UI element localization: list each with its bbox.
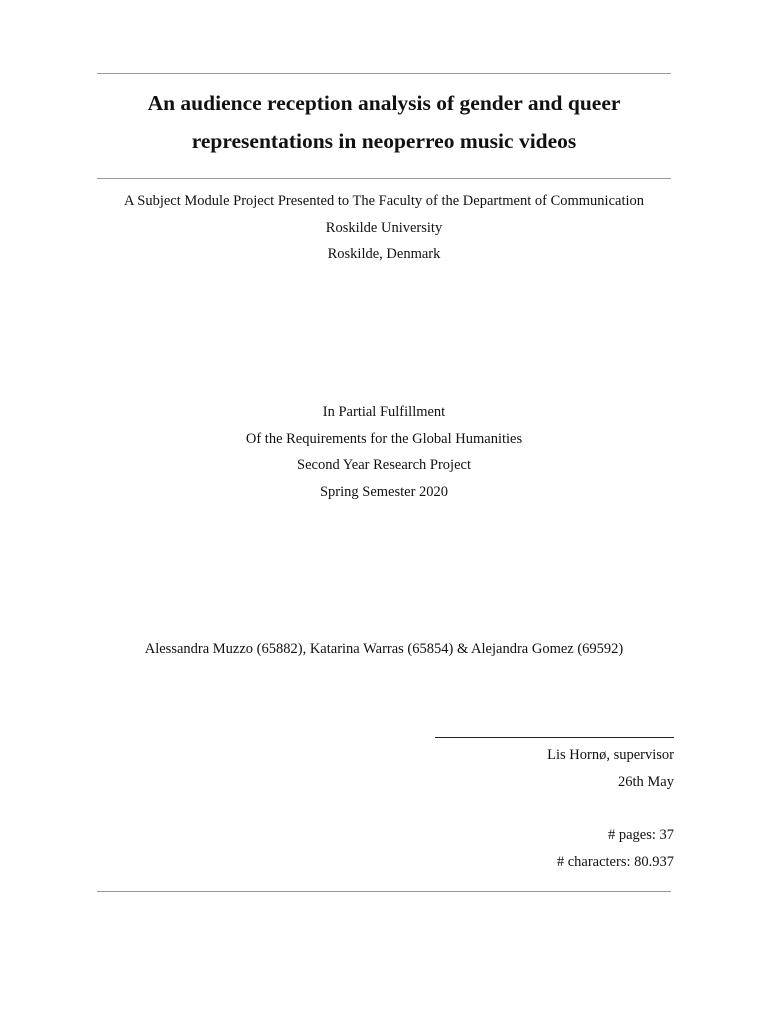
presentation-block <box>40 188 728 268</box>
fulfillment-line-4: Spring Semester 2020 <box>319 483 449 500</box>
supervisor-block <box>547 742 674 795</box>
submission-date: 26th May <box>618 773 674 790</box>
signature-line <box>435 737 674 738</box>
character-count: # characters: 80.937 <box>556 853 674 870</box>
fulfillment-line-2: Of the Requirements for the Global Humanities <box>245 430 523 447</box>
presentation-line: A Subject Module Project Presented to The Faculty of the Department of Communication <box>123 193 645 209</box>
document-stats <box>557 822 674 875</box>
authors-line: Alessandra Muzzo (65882), Katarina Warras (65854) & Alejandra Gomez (69592) <box>144 641 624 657</box>
supervisor-name: Lis Hornø, supervisor <box>547 747 674 763</box>
bottom-divider <box>97 891 671 892</box>
fulfillment-line-1: In Partial Fulfillment <box>322 404 446 420</box>
title-line-1: An audience reception analysis of gender and queer <box>147 91 621 115</box>
fulfillment-block <box>40 399 728 505</box>
page-count: # pages: 37 <box>607 827 674 843</box>
fulfillment-line-3: Second Year Research Project <box>297 457 471 473</box>
document-title <box>60 84 708 160</box>
top-divider <box>97 73 671 74</box>
title-line-2: representations in neoperreo music videos <box>191 129 577 153</box>
title-divider <box>97 178 671 179</box>
university-location: Roskilde, Denmark <box>327 246 441 262</box>
university-name: Roskilde University <box>325 219 443 236</box>
